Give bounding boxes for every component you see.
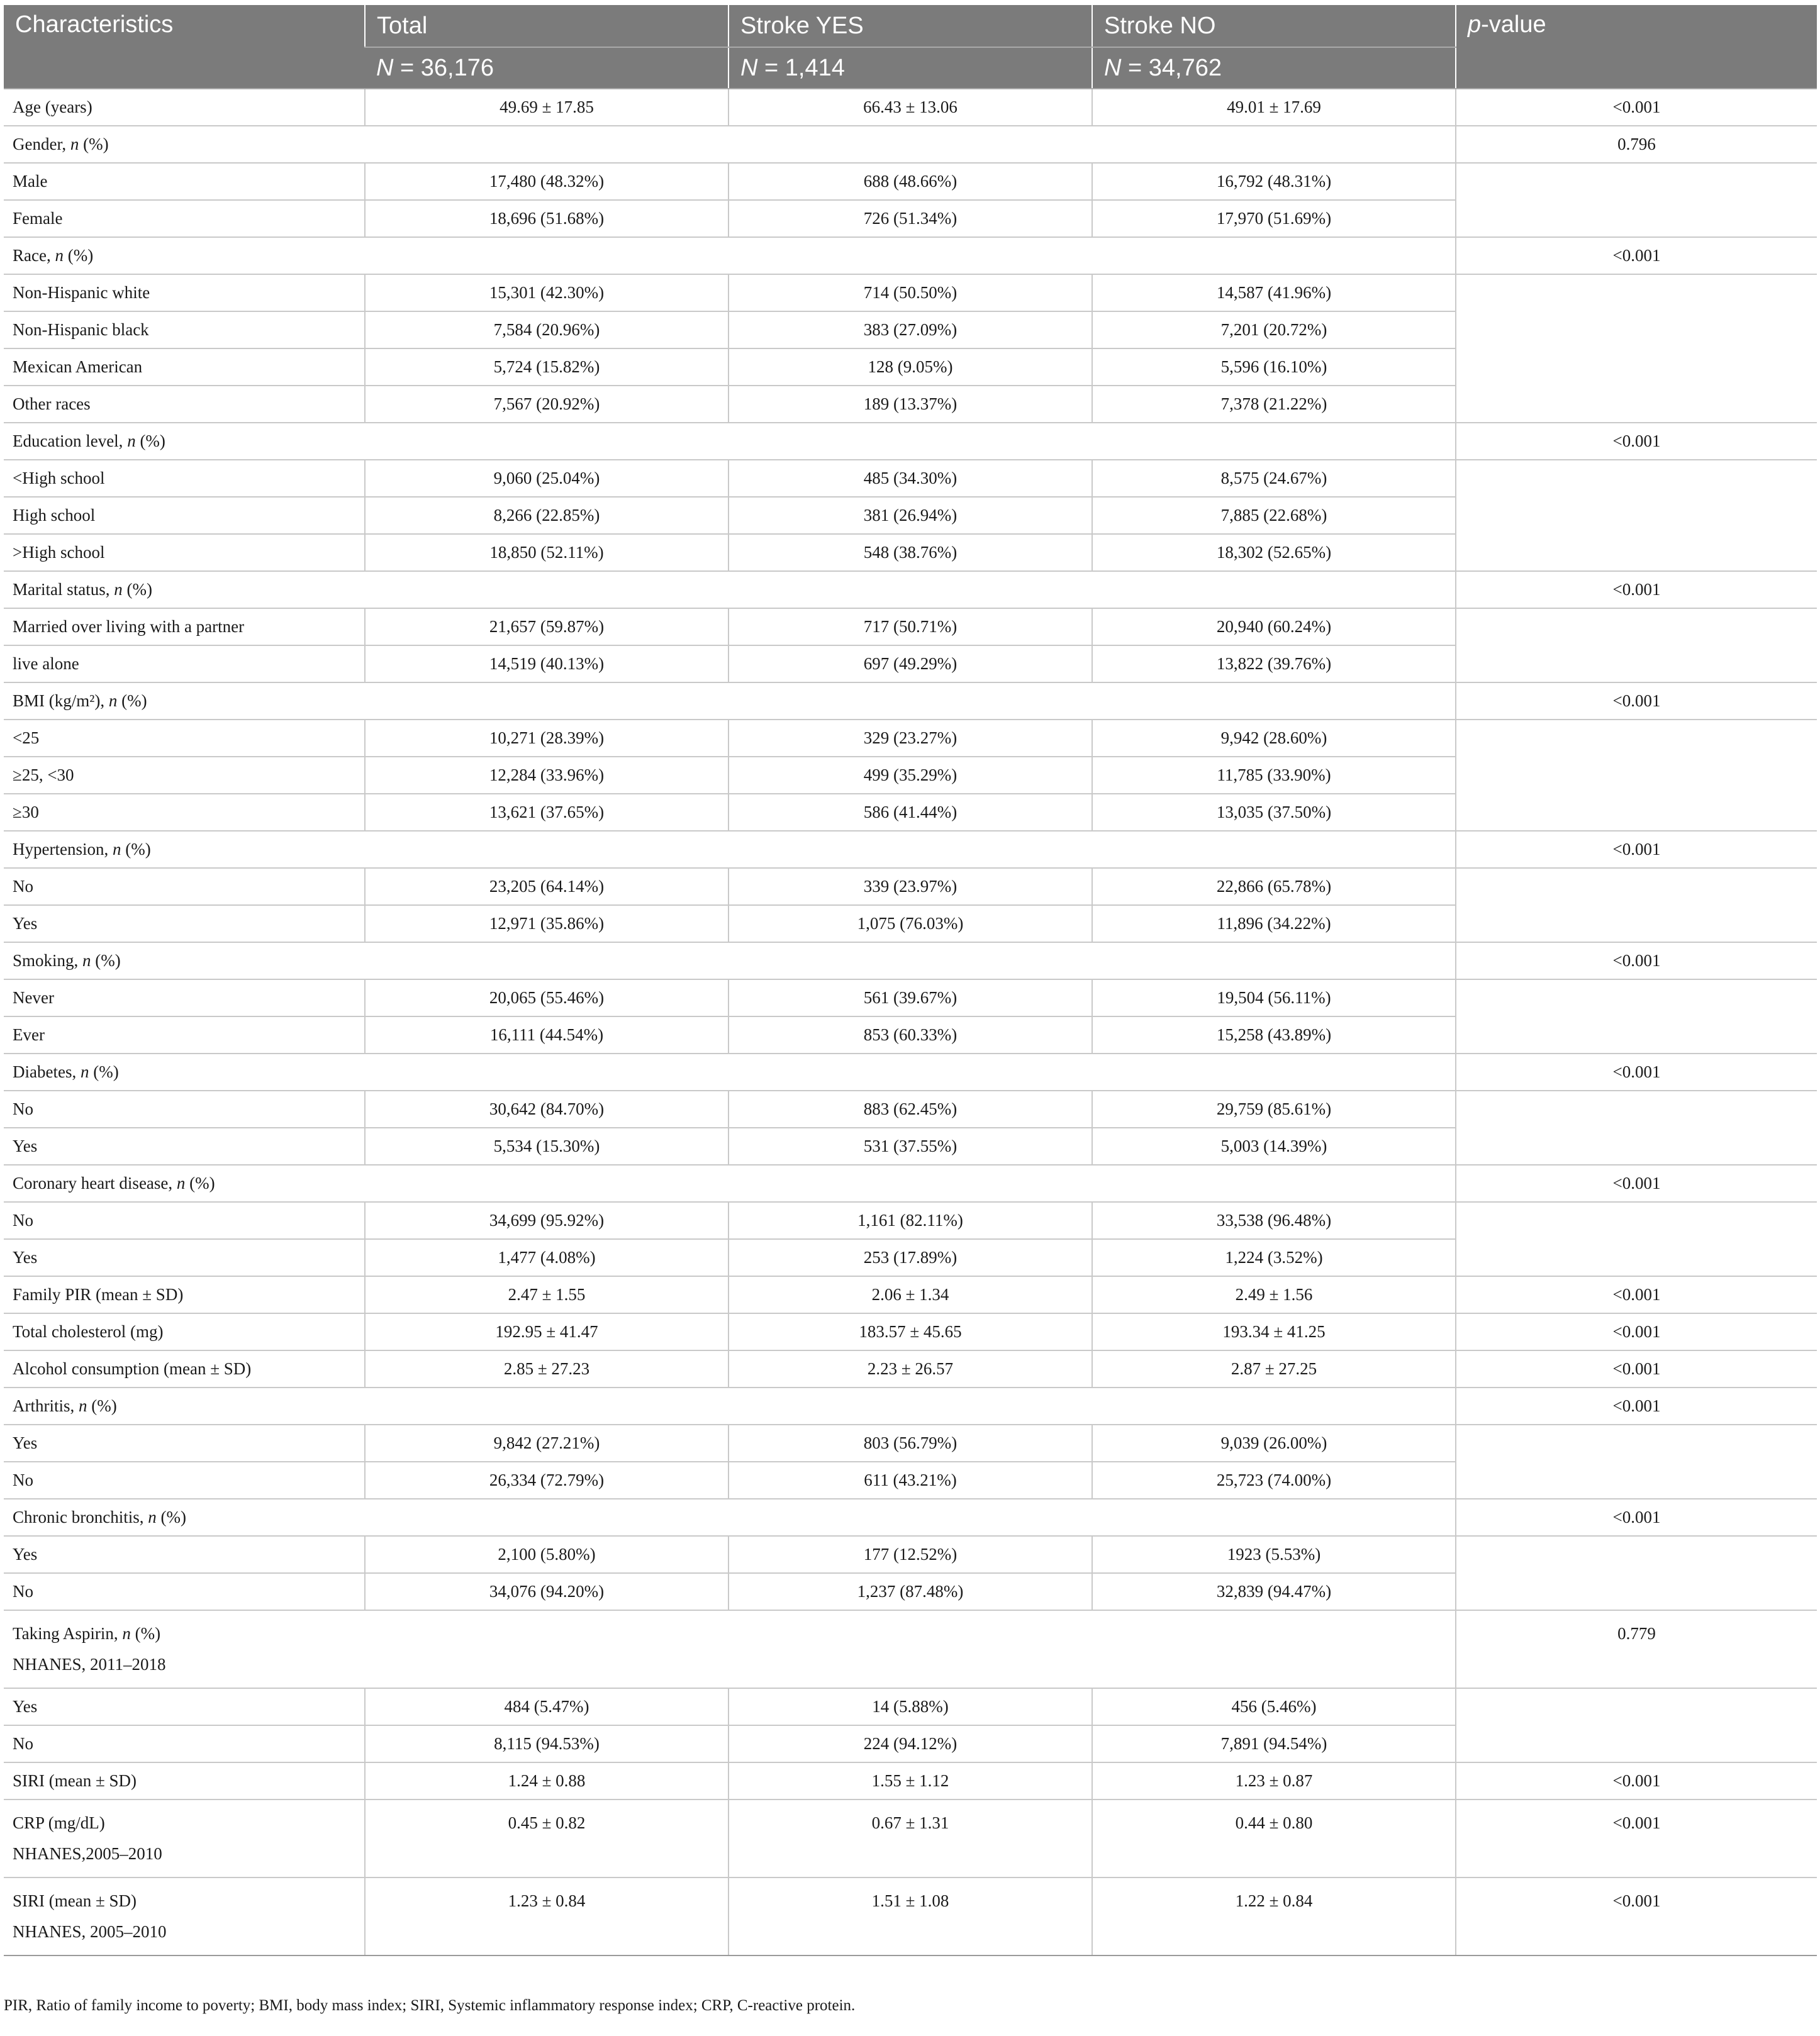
- total-cell: 192.95 ± 41.47: [365, 1313, 729, 1350]
- stroke-yes-cell: 14 (5.88%): [729, 1688, 1092, 1725]
- row-label: ≥25, <30: [4, 757, 365, 794]
- p-value-cell: <0.001: [1456, 1388, 1817, 1425]
- stroke-no-cell: 19,504 (56.11%): [1092, 979, 1456, 1016]
- table-row: [4, 1800, 1817, 1877]
- table-row: [4, 1313, 1817, 1350]
- row-label-line1: SIRI (mean ± SD): [13, 1891, 137, 1910]
- stroke-no-cell: 8,575 (24.67%): [1092, 460, 1456, 497]
- stroke-yes-cell: 128 (9.05%): [729, 348, 1092, 386]
- row-label: Chronic bronchitis, n (%): [4, 1499, 1456, 1536]
- p-value-cell: 0.779: [1456, 1610, 1817, 1688]
- total-cell: 12,971 (35.86%): [365, 905, 729, 942]
- row-label: Race, n (%): [4, 237, 1456, 274]
- stroke-no-cell: 9,039 (26.00%): [1092, 1425, 1456, 1462]
- row-label: Yes: [4, 1128, 365, 1165]
- table-row: [4, 1536, 1817, 1573]
- p-value-cell: <0.001: [1456, 1877, 1817, 1955]
- stroke-yes-cell: 329 (23.27%): [729, 720, 1092, 757]
- header-characteristics: Characteristics: [4, 5, 365, 89]
- stroke-yes-cell: 717 (50.71%): [729, 608, 1092, 645]
- p-value-cell: <0.001: [1456, 1276, 1817, 1313]
- row-label: SIRI (mean ± SD): [4, 1762, 365, 1800]
- stroke-yes-cell: 381 (26.94%): [729, 497, 1092, 534]
- header-p-value: p-value: [1456, 5, 1817, 89]
- row-label: No: [4, 868, 365, 905]
- p-value-cell: <0.001: [1456, 1054, 1817, 1091]
- table-row: [4, 1350, 1817, 1388]
- table-row: [4, 274, 1817, 311]
- stroke-no-cell: 456 (5.46%): [1092, 1688, 1456, 1725]
- stroke-yes-cell: 177 (12.52%): [729, 1536, 1092, 1573]
- total-cell: 7,584 (20.96%): [365, 311, 729, 348]
- total-cell: 15,301 (42.30%): [365, 274, 729, 311]
- stroke-no-cell: 49.01 ± 17.69: [1092, 89, 1456, 126]
- p-value-empty-cell: [1456, 720, 1817, 831]
- row-label: No: [4, 1573, 365, 1610]
- table-row: [4, 89, 1817, 126]
- total-cell: 16,111 (44.54%): [365, 1016, 729, 1054]
- total-cell: 13,621 (37.65%): [365, 794, 729, 831]
- row-label: Education level, n (%): [4, 423, 1456, 460]
- stroke-no-cell: 25,723 (74.00%): [1092, 1462, 1456, 1499]
- row-label-line2: NHANES,2005–2010: [13, 1844, 162, 1863]
- row-label: No: [4, 1091, 365, 1128]
- p-value-empty-cell: [1456, 274, 1817, 423]
- table-row: [4, 126, 1817, 163]
- stroke-yes-cell: 1,237 (87.48%): [729, 1573, 1092, 1610]
- row-label-line1: Taking Aspirin, n (%): [13, 1624, 161, 1643]
- total-cell: 20,065 (55.46%): [365, 979, 729, 1016]
- p-value-empty-cell: [1456, 979, 1817, 1054]
- table-row: [4, 237, 1817, 274]
- row-label: Yes: [4, 1536, 365, 1573]
- stroke-yes-cell: 0.67 ± 1.31: [729, 1800, 1092, 1877]
- stroke-yes-cell: 1.51 ± 1.08: [729, 1877, 1092, 1955]
- row-label: Yes: [4, 1688, 365, 1725]
- stroke-no-cell: 32,839 (94.47%): [1092, 1573, 1456, 1610]
- stroke-yes-cell: 189 (13.37%): [729, 386, 1092, 423]
- stroke-yes-cell: 2.06 ± 1.34: [729, 1276, 1092, 1313]
- header-n-total: N = 36,176: [365, 47, 729, 89]
- stroke-yes-cell: 883 (62.45%): [729, 1091, 1092, 1128]
- stroke-yes-cell: 183.57 ± 45.65: [729, 1313, 1092, 1350]
- total-cell: 12,284 (33.96%): [365, 757, 729, 794]
- total-cell: 34,699 (95.92%): [365, 1202, 729, 1239]
- stroke-no-cell: 7,378 (21.22%): [1092, 386, 1456, 423]
- row-label: Coronary heart disease, n (%): [4, 1165, 1456, 1202]
- stroke-yes-cell: 803 (56.79%): [729, 1425, 1092, 1462]
- total-cell: 5,534 (15.30%): [365, 1128, 729, 1165]
- row-label-line2: NHANES, 2005–2010: [13, 1922, 167, 1941]
- row-label: Total cholesterol (mg): [4, 1313, 365, 1350]
- row-label: Non-Hispanic white: [4, 274, 365, 311]
- p-value-cell: <0.001: [1456, 831, 1817, 868]
- table-row: [4, 1388, 1817, 1425]
- header-stroke-no: Stroke NO: [1092, 5, 1456, 47]
- row-label: Diabetes, n (%): [4, 1054, 1456, 1091]
- stroke-no-cell: 7,891 (94.54%): [1092, 1725, 1456, 1762]
- stroke-yes-cell: 2.23 ± 26.57: [729, 1350, 1092, 1388]
- table-footnote: PIR, Ratio of family income to poverty; BMI, body mass index; SIRI, Systemic inflammatory response index; CRP, C-reactive protein.: [4, 1997, 856, 2014]
- stroke-yes-cell: 499 (35.29%): [729, 757, 1092, 794]
- stroke-yes-cell: 485 (34.30%): [729, 460, 1092, 497]
- p-value-empty-cell: [1456, 460, 1817, 571]
- row-label: Non-Hispanic black: [4, 311, 365, 348]
- row-label: Never: [4, 979, 365, 1016]
- stroke-no-cell: 17,970 (51.69%): [1092, 200, 1456, 237]
- header-total: Total: [365, 5, 729, 47]
- row-label: Yes: [4, 1425, 365, 1462]
- row-label: No: [4, 1725, 365, 1762]
- table-row: [4, 1276, 1817, 1313]
- total-cell: 30,642 (84.70%): [365, 1091, 729, 1128]
- header-row: [4, 5, 1817, 47]
- total-cell: 49.69 ± 17.85: [365, 89, 729, 126]
- stroke-no-cell: 1.22 ± 0.84: [1092, 1877, 1456, 1955]
- header-n-stroke-no: N = 34,762: [1092, 47, 1456, 89]
- stroke-no-cell: 16,792 (48.31%): [1092, 163, 1456, 200]
- total-cell: 1.24 ± 0.88: [365, 1762, 729, 1800]
- table-row: [4, 1610, 1817, 1688]
- total-cell: 18,850 (52.11%): [365, 534, 729, 571]
- stroke-no-cell: 13,035 (37.50%): [1092, 794, 1456, 831]
- row-label: [4, 1800, 365, 1877]
- p-value-cell: <0.001: [1456, 571, 1817, 608]
- stroke-no-cell: 15,258 (43.89%): [1092, 1016, 1456, 1054]
- row-label: Yes: [4, 1239, 365, 1276]
- stroke-no-cell: 13,822 (39.76%): [1092, 645, 1456, 682]
- stroke-no-cell: 11,785 (33.90%): [1092, 757, 1456, 794]
- total-cell: 10,271 (28.39%): [365, 720, 729, 757]
- table-row: [4, 831, 1817, 868]
- total-cell: 2,100 (5.80%): [365, 1536, 729, 1573]
- p-value-empty-cell: [1456, 163, 1817, 237]
- row-label: Smoking, n (%): [4, 942, 1456, 979]
- total-cell: 8,115 (94.53%): [365, 1725, 729, 1762]
- row-label-line1: CRP (mg/dL): [13, 1813, 105, 1832]
- table-row: [4, 571, 1817, 608]
- p-value-cell: 0.796: [1456, 126, 1817, 163]
- row-label: Arthritis, n (%): [4, 1388, 1456, 1425]
- total-cell: 9,060 (25.04%): [365, 460, 729, 497]
- table-body: [4, 89, 1817, 1955]
- p-value-cell: <0.001: [1456, 89, 1817, 126]
- table-row: [4, 423, 1817, 460]
- row-label: >High school: [4, 534, 365, 571]
- stroke-no-cell: 5,003 (14.39%): [1092, 1128, 1456, 1165]
- table-row: [4, 1054, 1817, 1091]
- table-row: [4, 1877, 1817, 1955]
- p-value-cell: <0.001: [1456, 682, 1817, 720]
- row-label: No: [4, 1462, 365, 1499]
- stroke-no-cell: 7,201 (20.72%): [1092, 311, 1456, 348]
- table-row: [4, 720, 1817, 757]
- row-label: Mexican American: [4, 348, 365, 386]
- table-row: [4, 868, 1817, 905]
- header-stroke-yes: Stroke YES: [729, 5, 1092, 47]
- stroke-yes-cell: 611 (43.21%): [729, 1462, 1092, 1499]
- p-value-empty-cell: [1456, 1425, 1817, 1499]
- stroke-yes-cell: 531 (37.55%): [729, 1128, 1092, 1165]
- stroke-yes-cell: 383 (27.09%): [729, 311, 1092, 348]
- row-label: Yes: [4, 905, 365, 942]
- row-label: Age (years): [4, 89, 365, 126]
- table-row: [4, 1165, 1817, 1202]
- stroke-no-cell: 14,587 (41.96%): [1092, 274, 1456, 311]
- table-row: [4, 163, 1817, 200]
- stroke-yes-cell: 688 (48.66%): [729, 163, 1092, 200]
- p-value-cell: <0.001: [1456, 1499, 1817, 1536]
- stroke-yes-cell: 224 (94.12%): [729, 1725, 1092, 1762]
- header-n-stroke-yes: N = 1,414: [729, 47, 1092, 89]
- total-cell: 9,842 (27.21%): [365, 1425, 729, 1462]
- row-label: Hypertension, n (%): [4, 831, 1456, 868]
- stroke-no-cell: 33,538 (96.48%): [1092, 1202, 1456, 1239]
- stroke-no-cell: 2.49 ± 1.56: [1092, 1276, 1456, 1313]
- stroke-no-cell: 11,896 (34.22%): [1092, 905, 1456, 942]
- stroke-no-cell: 22,866 (65.78%): [1092, 868, 1456, 905]
- row-label: Alcohol consumption (mean ± SD): [4, 1350, 365, 1388]
- table-row: [4, 1202, 1817, 1239]
- stroke-yes-cell: 853 (60.33%): [729, 1016, 1092, 1054]
- total-cell: 8,266 (22.85%): [365, 497, 729, 534]
- stroke-yes-cell: 548 (38.76%): [729, 534, 1092, 571]
- total-cell: 14,519 (40.13%): [365, 645, 729, 682]
- stroke-yes-cell: 726 (51.34%): [729, 200, 1092, 237]
- stroke-no-cell: 1.23 ± 0.87: [1092, 1762, 1456, 1800]
- row-label: <25: [4, 720, 365, 757]
- stroke-no-cell: 29,759 (85.61%): [1092, 1091, 1456, 1128]
- stroke-no-cell: 9,942 (28.60%): [1092, 720, 1456, 757]
- baseline-characteristics-table: [4, 5, 1817, 1956]
- row-label: No: [4, 1202, 365, 1239]
- table-row: [4, 682, 1817, 720]
- row-label: Gender, n (%): [4, 126, 1456, 163]
- p-value-cell: <0.001: [1456, 1762, 1817, 1800]
- row-label: live alone: [4, 645, 365, 682]
- total-cell: 26,334 (72.79%): [365, 1462, 729, 1499]
- stroke-yes-cell: 714 (50.50%): [729, 274, 1092, 311]
- p-value-cell: <0.001: [1456, 1313, 1817, 1350]
- row-label: <High school: [4, 460, 365, 497]
- table-row: [4, 1762, 1817, 1800]
- table-row: [4, 1499, 1817, 1536]
- p-value-cell: <0.001: [1456, 237, 1817, 274]
- stroke-yes-cell: 253 (17.89%): [729, 1239, 1092, 1276]
- table-row: [4, 1091, 1817, 1128]
- total-cell: 1,477 (4.08%): [365, 1239, 729, 1276]
- p-value-cell: <0.001: [1456, 942, 1817, 979]
- row-label-line2: NHANES, 2011–2018: [13, 1655, 166, 1674]
- p-value-empty-cell: [1456, 1688, 1817, 1762]
- p-value-empty-cell: [1456, 1202, 1817, 1276]
- p-value-empty-cell: [1456, 608, 1817, 682]
- row-label: Female: [4, 200, 365, 237]
- stroke-yes-cell: 586 (41.44%): [729, 794, 1092, 831]
- row-label: Male: [4, 163, 365, 200]
- stroke-no-cell: 20,940 (60.24%): [1092, 608, 1456, 645]
- stroke-no-cell: 0.44 ± 0.80: [1092, 1800, 1456, 1877]
- table-row: [4, 1688, 1817, 1725]
- stroke-yes-cell: 339 (23.97%): [729, 868, 1092, 905]
- stroke-yes-cell: 66.43 ± 13.06: [729, 89, 1092, 126]
- p-value-empty-cell: [1456, 868, 1817, 942]
- stroke-no-cell: 1923 (5.53%): [1092, 1536, 1456, 1573]
- stroke-no-cell: 5,596 (16.10%): [1092, 348, 1456, 386]
- table-row: [4, 979, 1817, 1016]
- row-label: [4, 1610, 1456, 1688]
- stroke-yes-cell: 1.55 ± 1.12: [729, 1762, 1092, 1800]
- row-label: High school: [4, 497, 365, 534]
- p-value-empty-cell: [1456, 1091, 1817, 1165]
- table-row: [4, 942, 1817, 979]
- p-value-cell: <0.001: [1456, 1350, 1817, 1388]
- total-cell: 2.85 ± 27.23: [365, 1350, 729, 1388]
- stroke-yes-cell: 697 (49.29%): [729, 645, 1092, 682]
- total-cell: 0.45 ± 0.82: [365, 1800, 729, 1877]
- stroke-no-cell: 18,302 (52.65%): [1092, 534, 1456, 571]
- total-cell: 17,480 (48.32%): [365, 163, 729, 200]
- total-cell: 18,696 (51.68%): [365, 200, 729, 237]
- row-label: Other races: [4, 386, 365, 423]
- p-value-cell: <0.001: [1456, 423, 1817, 460]
- row-label: ≥30: [4, 794, 365, 831]
- table-header: [4, 5, 1817, 89]
- stroke-no-cell: 193.34 ± 41.25: [1092, 1313, 1456, 1350]
- row-label: [4, 1877, 365, 1955]
- row-label: Marital status, n (%): [4, 571, 1456, 608]
- row-label: Family PIR (mean ± SD): [4, 1276, 365, 1313]
- stroke-no-cell: 2.87 ± 27.25: [1092, 1350, 1456, 1388]
- stroke-yes-cell: 561 (39.67%): [729, 979, 1092, 1016]
- total-cell: 23,205 (64.14%): [365, 868, 729, 905]
- p-value-cell: <0.001: [1456, 1165, 1817, 1202]
- p-value-empty-cell: [1456, 1536, 1817, 1610]
- total-cell: 1.23 ± 0.84: [365, 1877, 729, 1955]
- stroke-no-cell: 1,224 (3.52%): [1092, 1239, 1456, 1276]
- table-row: [4, 1425, 1817, 1462]
- table-row: [4, 460, 1817, 497]
- total-cell: 34,076 (94.20%): [365, 1573, 729, 1610]
- table-row: [4, 608, 1817, 645]
- row-label: Married over living with a partner: [4, 608, 365, 645]
- stroke-yes-cell: 1,075 (76.03%): [729, 905, 1092, 942]
- total-cell: 7,567 (20.92%): [365, 386, 729, 423]
- stroke-yes-cell: 1,161 (82.11%): [729, 1202, 1092, 1239]
- p-value-cell: <0.001: [1456, 1800, 1817, 1877]
- total-cell: 5,724 (15.82%): [365, 348, 729, 386]
- row-label: BMI (kg/m²), n (%): [4, 682, 1456, 720]
- stroke-no-cell: 7,885 (22.68%): [1092, 497, 1456, 534]
- total-cell: 484 (5.47%): [365, 1688, 729, 1725]
- total-cell: 21,657 (59.87%): [365, 608, 729, 645]
- total-cell: 2.47 ± 1.55: [365, 1276, 729, 1313]
- row-label: Ever: [4, 1016, 365, 1054]
